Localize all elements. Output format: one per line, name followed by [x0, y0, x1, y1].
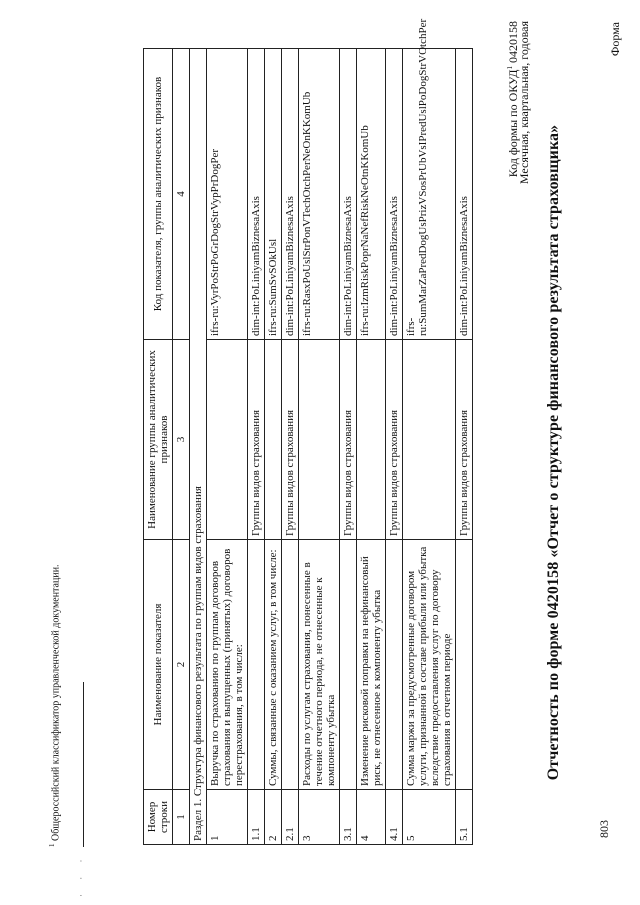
group-name [403, 340, 456, 540]
indicator-code: ifrs-ru:IzmRiskPoprNaNefRiskNeOtnKKomUb [357, 49, 386, 340]
row-number: 3 [299, 790, 340, 845]
row-number: 5.1 [456, 790, 473, 845]
indicator-code: ifrs-ru:SumSvSOkUsl [265, 49, 282, 340]
indicator-name: Изменение рисковой поправки на нефинансовый риск, не отнесенное к компоненту убытка [357, 540, 386, 790]
indicator-code: dim-int:PoLiniyamBiznesaAxis [282, 49, 299, 340]
row-number: 3.1 [340, 790, 357, 845]
table-row [340, 49, 357, 845]
indicator-code: ifrs-ru:VyrPoStrPoGrDogStrVypPrDogPer [207, 49, 248, 340]
indicator-name: Суммы, связанные с оказанием услуг, в том числе: [265, 540, 282, 790]
table-row [456, 49, 473, 845]
table-row [357, 49, 386, 845]
footnote-divider [83, 682, 84, 847]
group-name [207, 340, 248, 540]
form-code-footnote-mark: 1 [506, 66, 514, 70]
indicator-name [282, 540, 299, 790]
indicator-name: Расходы по услугам страхования, понесенные в течение отчетного периода, не отнесенные к компоненту убытка [299, 540, 340, 790]
column-number: 2 [173, 540, 190, 790]
indicator-code: dim-int:PoLiniyamBiznesaAxis [456, 49, 473, 340]
indicator-table [143, 18, 473, 845]
document-title: Отчетность по форме 0420158 «Отчет о структуре финансового результата страховщика» [545, 124, 562, 781]
form-code-label: Код формы по ОКУД [506, 69, 520, 178]
column-number: 3 [173, 340, 190, 540]
page-number: 803 [597, 820, 611, 838]
periodicity: Месячная, квартальная, годовая [517, 21, 531, 185]
row-number: 1.1 [248, 790, 265, 845]
column-number: 1 [173, 790, 190, 845]
group-name: Группы видов страхования [340, 340, 357, 540]
footnote-text: Общероссийский классификатор управленческой документации. [50, 564, 62, 844]
table-row [265, 49, 282, 845]
group-name: Группы видов страхования [456, 340, 473, 540]
table-row [207, 49, 248, 845]
form-code-value: 0420158 [506, 21, 520, 66]
form-label: Форма [608, 22, 622, 57]
section-row [190, 49, 207, 845]
indicator-code: ifrs-ru:SumMarZaPredDogUsPrizVSosPrUbVsIPredUslPoDogStrVOtchPer [403, 49, 456, 340]
table-header-row [144, 49, 173, 845]
scan-artifact: · · · [76, 853, 86, 897]
header-row-number: Номер строки [144, 790, 173, 845]
column-number-row [173, 49, 190, 845]
group-name [265, 340, 282, 540]
indicator-name [340, 540, 357, 790]
row-number: 4.1 [386, 790, 403, 845]
table-row [386, 49, 403, 845]
footnote-mark: 1 [48, 843, 56, 847]
column-number: 4 [173, 49, 190, 340]
group-name: Группы видов страхования [386, 340, 403, 540]
header-indicator-code: Код показателя, группы аналитических признаков [144, 49, 173, 340]
group-name: Группы видов страхования [282, 340, 299, 540]
group-name: Группы видов страхования [248, 340, 265, 540]
indicator-code: dim-int:PoLiniyamBiznesaAxis [248, 49, 265, 340]
row-number: 2 [265, 790, 282, 845]
indicator-code: dim-int:PoLiniyamBiznesaAxis [386, 49, 403, 340]
table-row [248, 49, 265, 845]
header-indicator-name: Наименование показателя [144, 540, 173, 790]
section-title: Раздел 1. Структура финансового результата по группам видов страхования [190, 49, 207, 845]
indicator-name [456, 540, 473, 790]
indicator-code: ifrs-ru:RasxPoUslStrPonVTechOtchPerNeOnKKomUb [299, 49, 340, 340]
table-row [403, 49, 456, 845]
indicator-name: Сумма маржи за предусмотренные договором услуги, признанной в составе прибыли или убытка вследствие предоставления услуг по договору страхования в отчетном периоде [403, 540, 456, 790]
indicator-name [248, 540, 265, 790]
row-number: 1 [207, 790, 248, 845]
group-name [357, 340, 386, 540]
footnote [48, 564, 61, 847]
row-number: 2.1 [282, 790, 299, 845]
row-number: 4 [357, 790, 386, 845]
indicator-code: dim-int:PoLiniyamBiznesaAxis [340, 49, 357, 340]
table-row [299, 49, 340, 845]
table-row [282, 49, 299, 845]
group-name [299, 340, 340, 540]
row-number: 5 [403, 790, 456, 845]
header-group-name: Наименование группы аналитических признаков [144, 340, 173, 540]
indicator-name: Выручка по страхованию по группам договоров страхования и выпущенных (принятых) договоров перестрахования, в том числе: [207, 540, 248, 790]
indicator-name [386, 540, 403, 790]
